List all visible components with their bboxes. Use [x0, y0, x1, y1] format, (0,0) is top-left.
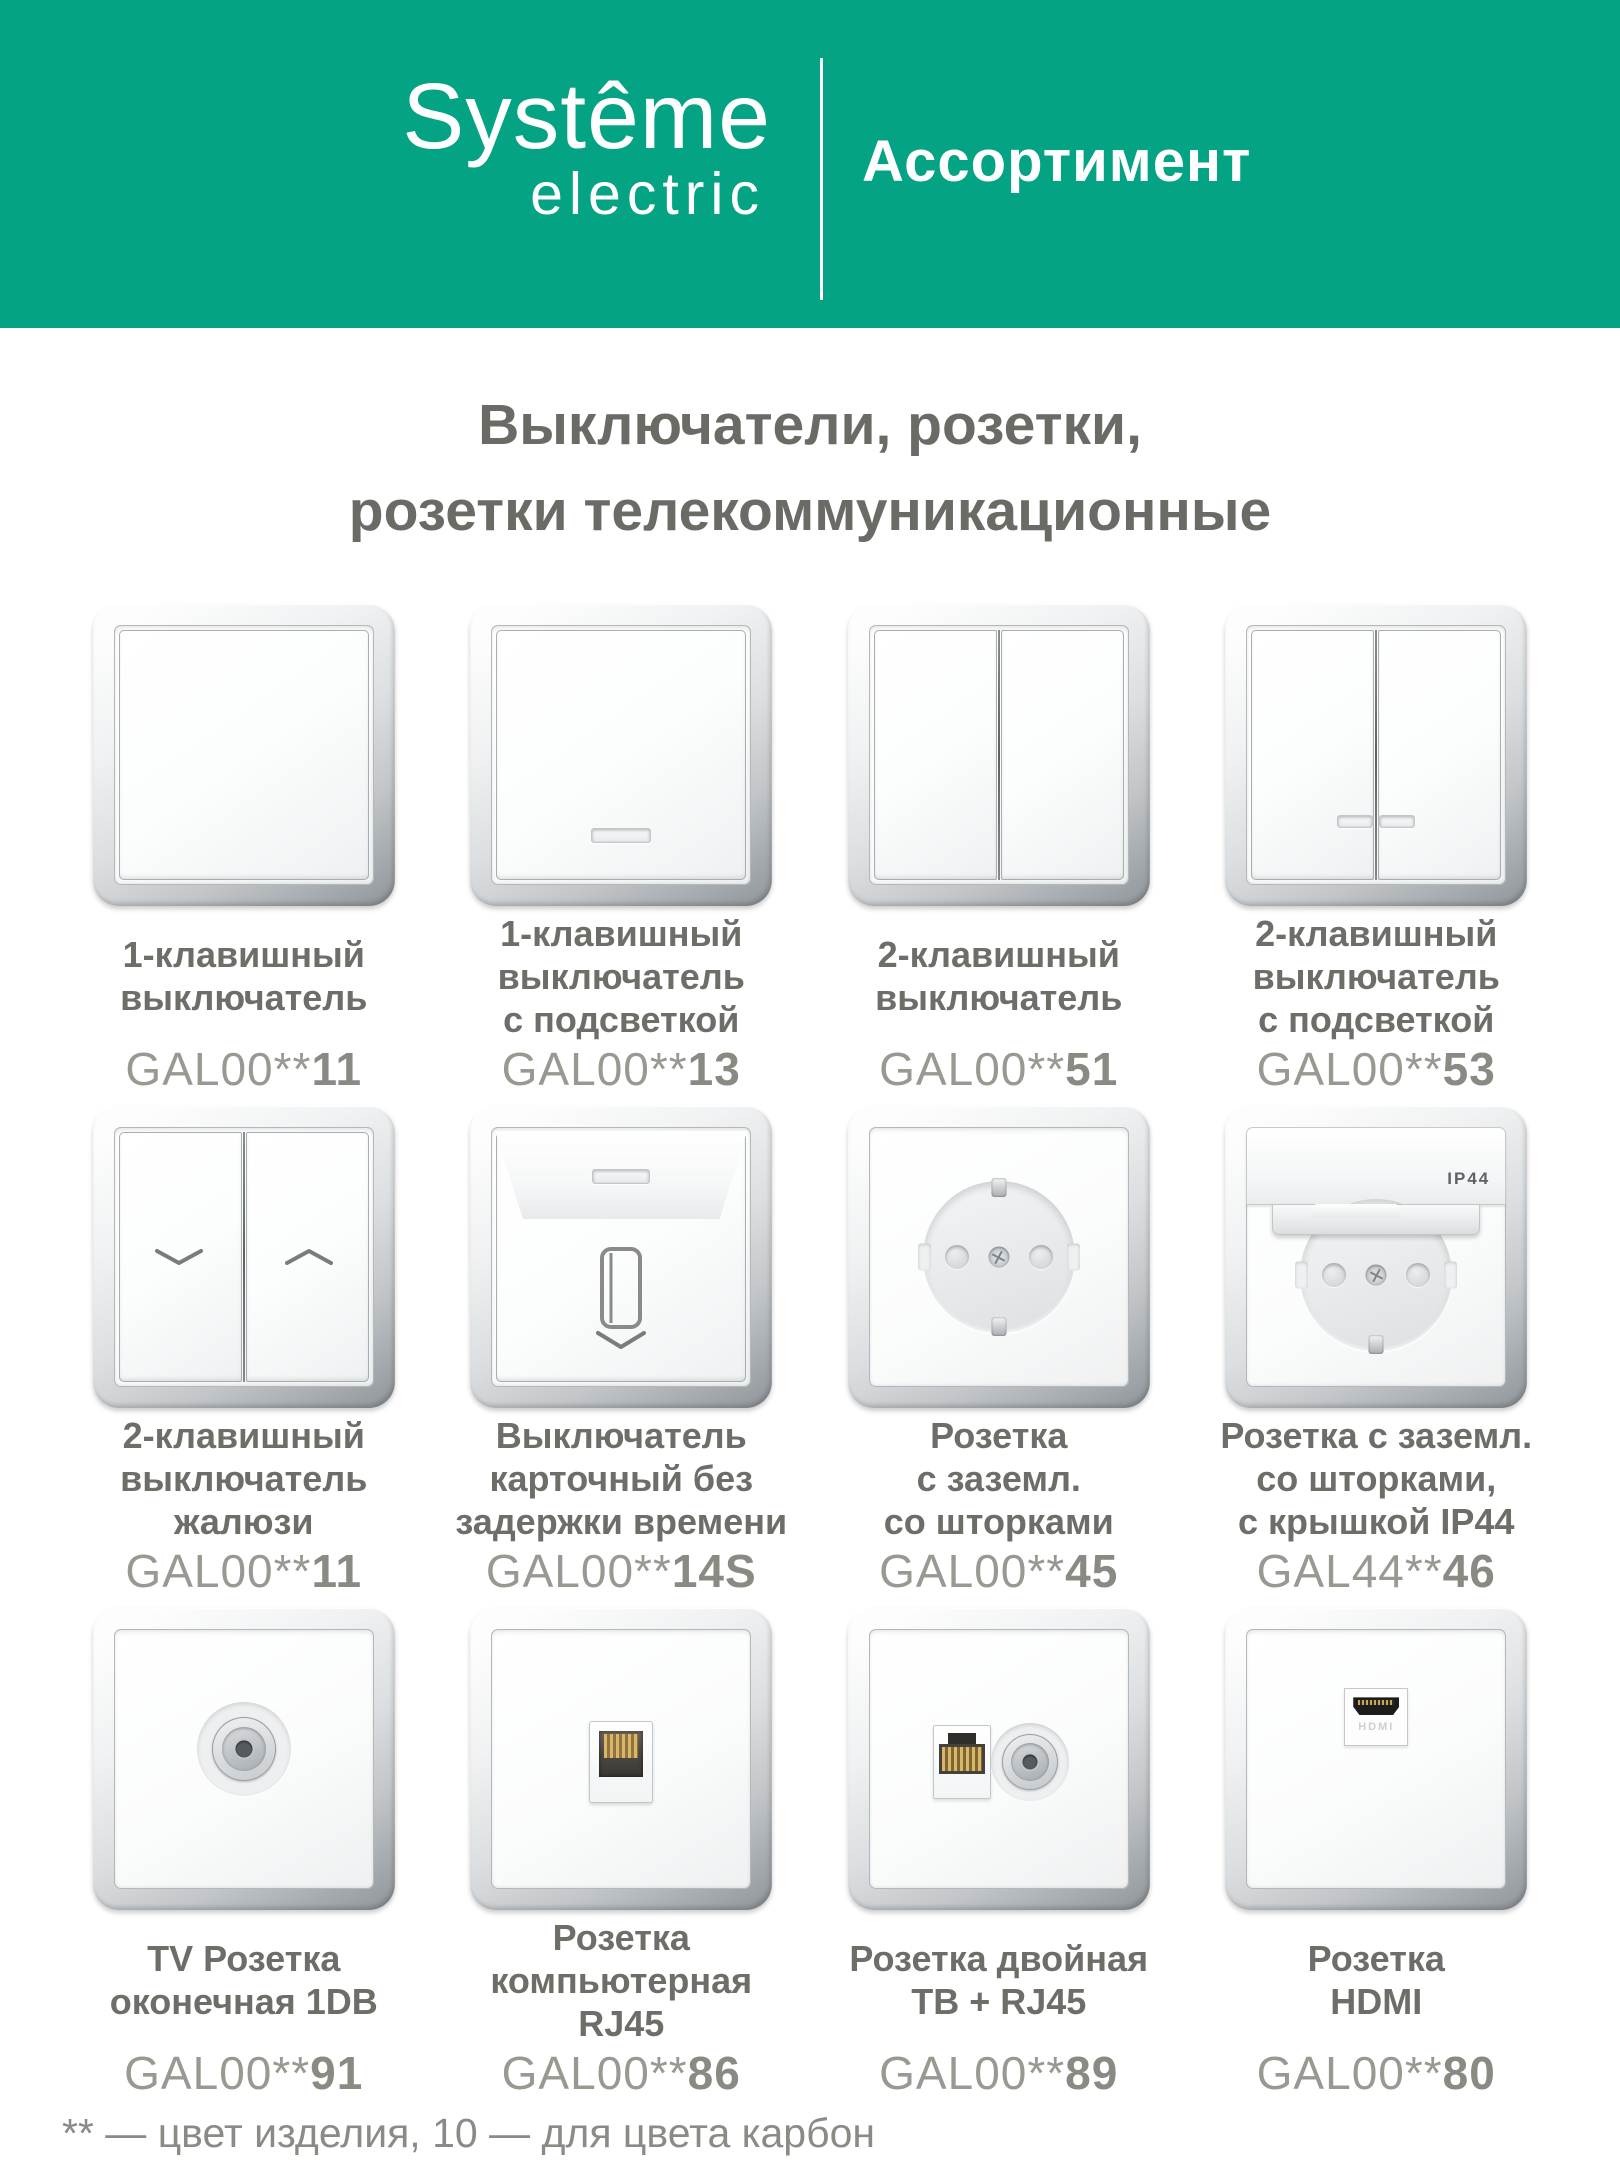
product-name-line: 1-клавишный [500, 912, 743, 954]
hdmi-embossed-label: HDMI [1358, 1721, 1395, 1734]
product-card [55, 1106, 433, 1598]
card-icon [598, 1246, 644, 1330]
logo-line-electric: electric [530, 161, 765, 227]
product-name [1308, 1916, 1445, 2044]
product-code: GAL00**11 [125, 1545, 363, 1597]
chevron-up-icon [283, 1247, 335, 1267]
product-code: GAL00**86 [501, 2047, 741, 2099]
product-code: GAL44**46 [1256, 1545, 1496, 1597]
ground-clip [991, 1317, 1006, 1336]
product-code: GAL00**89 [879, 2047, 1119, 2099]
indicator-window [591, 828, 651, 843]
product-name-line: 2-клавишный [1255, 912, 1498, 954]
product-name-line: выключатель [1252, 955, 1500, 997]
product-name [1220, 1414, 1532, 1542]
product-name-line: Розетка [552, 1916, 690, 1958]
product-image-schuko-socket [848, 1106, 1150, 1408]
switch-face [491, 625, 751, 885]
product-name-line: RJ45 [578, 2002, 665, 2044]
chevron-down-icon [593, 1329, 649, 1351]
rj45-gold-pins [942, 1747, 982, 1771]
hdmi-connector [1353, 1697, 1399, 1715]
side-notch [1067, 1244, 1080, 1271]
side-notch [1295, 1262, 1308, 1289]
product-card [433, 1106, 811, 1598]
product-name-line: Розетка [930, 1414, 1068, 1456]
rj45-jack [933, 1725, 991, 1799]
socket-face [491, 1629, 751, 1889]
product-name-line: Розетка с заземл. [1220, 1414, 1533, 1456]
product-name-line: 2-клавишный [122, 1414, 365, 1456]
socket-recess [923, 1181, 1075, 1333]
key-divider [998, 630, 1000, 880]
product-name [849, 1916, 1148, 2044]
product-name-line: выключатель [497, 955, 745, 997]
product-name [120, 912, 367, 1040]
switch-face [114, 1127, 374, 1387]
coax-connector [1002, 1734, 1058, 1790]
switch-face [1246, 625, 1506, 885]
product-name-line: со шторками [883, 1500, 1114, 1542]
product-name-line: ТВ + RJ45 [911, 1981, 1087, 2022]
product-name-line: 2-клавишный [877, 934, 1120, 975]
pin-hole [945, 1245, 969, 1269]
page-title-line-1: Выключатели, розетки, [478, 393, 1142, 457]
product-name-line: карточный без [489, 1457, 753, 1499]
product-name [498, 912, 745, 1040]
hdmi-module [1344, 1688, 1408, 1746]
switch-face [114, 625, 374, 885]
switch-key [119, 630, 369, 880]
product-image-1gang-switch-illuminated [470, 604, 772, 906]
product-name-line: задержки времени [455, 1500, 788, 1542]
page-title-line-2: розетки телекоммуникационные [348, 479, 1272, 543]
product-image-schuko-socket-ip44 [1225, 1106, 1527, 1408]
socket-face [1246, 1127, 1506, 1387]
product-grid [0, 604, 1620, 2100]
product-image-2gang-switch-illuminated [1225, 604, 1527, 906]
footnote: ** — цвет изделия, 10 — для цвета карбон [62, 2110, 876, 2156]
product-card [55, 604, 433, 1096]
product-name [120, 1414, 367, 1542]
product-name-line: Выключатель [495, 1414, 747, 1456]
product-name-line: HDMI [1330, 1981, 1423, 2022]
product-name-line: оконечная 1DB [109, 1981, 378, 2022]
switch-key-right [1001, 630, 1124, 880]
product-code: GAL00**11 [125, 1043, 363, 1095]
product-name [875, 912, 1122, 1040]
product-name-line: Розетка двойная [849, 1938, 1149, 1979]
socket-face [114, 1629, 374, 1889]
product-card [1188, 604, 1566, 1096]
product-image-rj45-socket [470, 1608, 772, 1910]
center-screw [1366, 1265, 1387, 1286]
socket-face [869, 1629, 1129, 1889]
chevron-down-icon [153, 1247, 205, 1267]
product-name-line: TV Розетка [147, 1938, 341, 1979]
product-name-line: с подсветкой [503, 998, 740, 1040]
indicator-window [1337, 815, 1373, 828]
indicator-window [592, 1169, 650, 1184]
coax-connector [212, 1717, 276, 1781]
product-card [810, 1608, 1188, 2100]
pin-hole [1322, 1263, 1346, 1287]
product-image-card-switch [470, 1106, 772, 1408]
product-card [810, 1106, 1188, 1598]
product-card [55, 1608, 433, 2100]
product-name-line: со шторками, [1256, 1457, 1497, 1499]
side-notch [1444, 1262, 1457, 1289]
product-card [1188, 1106, 1566, 1598]
product-name-line: с подсветкой [1258, 998, 1495, 1040]
switch-key-right [1378, 630, 1501, 880]
product-name-line: с крышкой IP44 [1237, 1500, 1515, 1542]
product-image-1gang-switch [93, 604, 395, 906]
pin-hole [1029, 1245, 1053, 1269]
product-name [455, 1414, 787, 1542]
product-name-line: компьютерная [490, 1959, 753, 2001]
page-title [0, 382, 1620, 554]
key-divider [243, 1132, 245, 1382]
switch-face [869, 625, 1129, 885]
product-image-tv-rj45-socket [848, 1608, 1150, 1910]
ground-clip [991, 1178, 1006, 1197]
product-image-blinds-switch [93, 1106, 395, 1408]
indicator-window [1379, 815, 1415, 828]
product-name-line: 1-клавишный [122, 934, 365, 975]
systeme-electric-logo [253, 64, 771, 227]
product-code: GAL00**51 [879, 1043, 1119, 1095]
product-image-2gang-switch [848, 604, 1150, 906]
product-code: GAL00**14S [485, 1545, 757, 1597]
switch-face [491, 1127, 751, 1387]
socket-face [1246, 1629, 1506, 1889]
rj45-jack [589, 1721, 653, 1803]
rj45-gold-pins [604, 1734, 638, 1758]
product-image-tv-socket [93, 1608, 395, 1910]
product-name-line: Розетка [1307, 1938, 1445, 1979]
product-name-line: выключатель [120, 1457, 368, 1499]
switch-key-left [1251, 630, 1374, 880]
product-code: GAL00**13 [501, 1043, 741, 1095]
product-name-line: с заземл. [916, 1457, 1081, 1499]
ground-clip [1369, 1335, 1384, 1354]
ip44-badge: IP44 [1447, 1169, 1491, 1188]
product-card [433, 604, 811, 1096]
product-name-line: жалюзи [173, 1500, 314, 1542]
rj45-clip-tab [948, 1733, 976, 1747]
pin-hole [1406, 1263, 1430, 1287]
product-name [884, 1414, 1114, 1542]
product-card [1188, 1608, 1566, 2100]
product-code: GAL00**91 [124, 2047, 364, 2099]
product-name [490, 1916, 752, 2044]
product-code: GAL00**45 [879, 1545, 1119, 1597]
center-screw [988, 1247, 1009, 1268]
lid-hinge-ledge [1272, 1204, 1480, 1235]
switch-key-left [874, 630, 997, 880]
socket-face [869, 1127, 1129, 1387]
key-divider [1375, 630, 1377, 880]
product-name-line: выключатель [875, 977, 1123, 1018]
protective-lid [1246, 1127, 1506, 1205]
product-name [110, 1916, 378, 2044]
logo-line-systeme: Systême [402, 64, 771, 168]
switch-key [496, 630, 746, 880]
product-card [810, 604, 1188, 1096]
header-divider [820, 58, 823, 300]
product-name-line: выключатель [120, 977, 368, 1018]
product-name [1253, 912, 1500, 1040]
banner-title: Ассортимент [862, 129, 1252, 194]
side-notch [918, 1244, 931, 1271]
product-code: GAL00**53 [1256, 1043, 1496, 1095]
header-banner [0, 0, 1620, 328]
product-image-hdmi-socket [1225, 1608, 1527, 1910]
product-code: GAL00**80 [1256, 2047, 1496, 2099]
product-card [433, 1608, 811, 2100]
card-slot-pocket [495, 1131, 747, 1219]
